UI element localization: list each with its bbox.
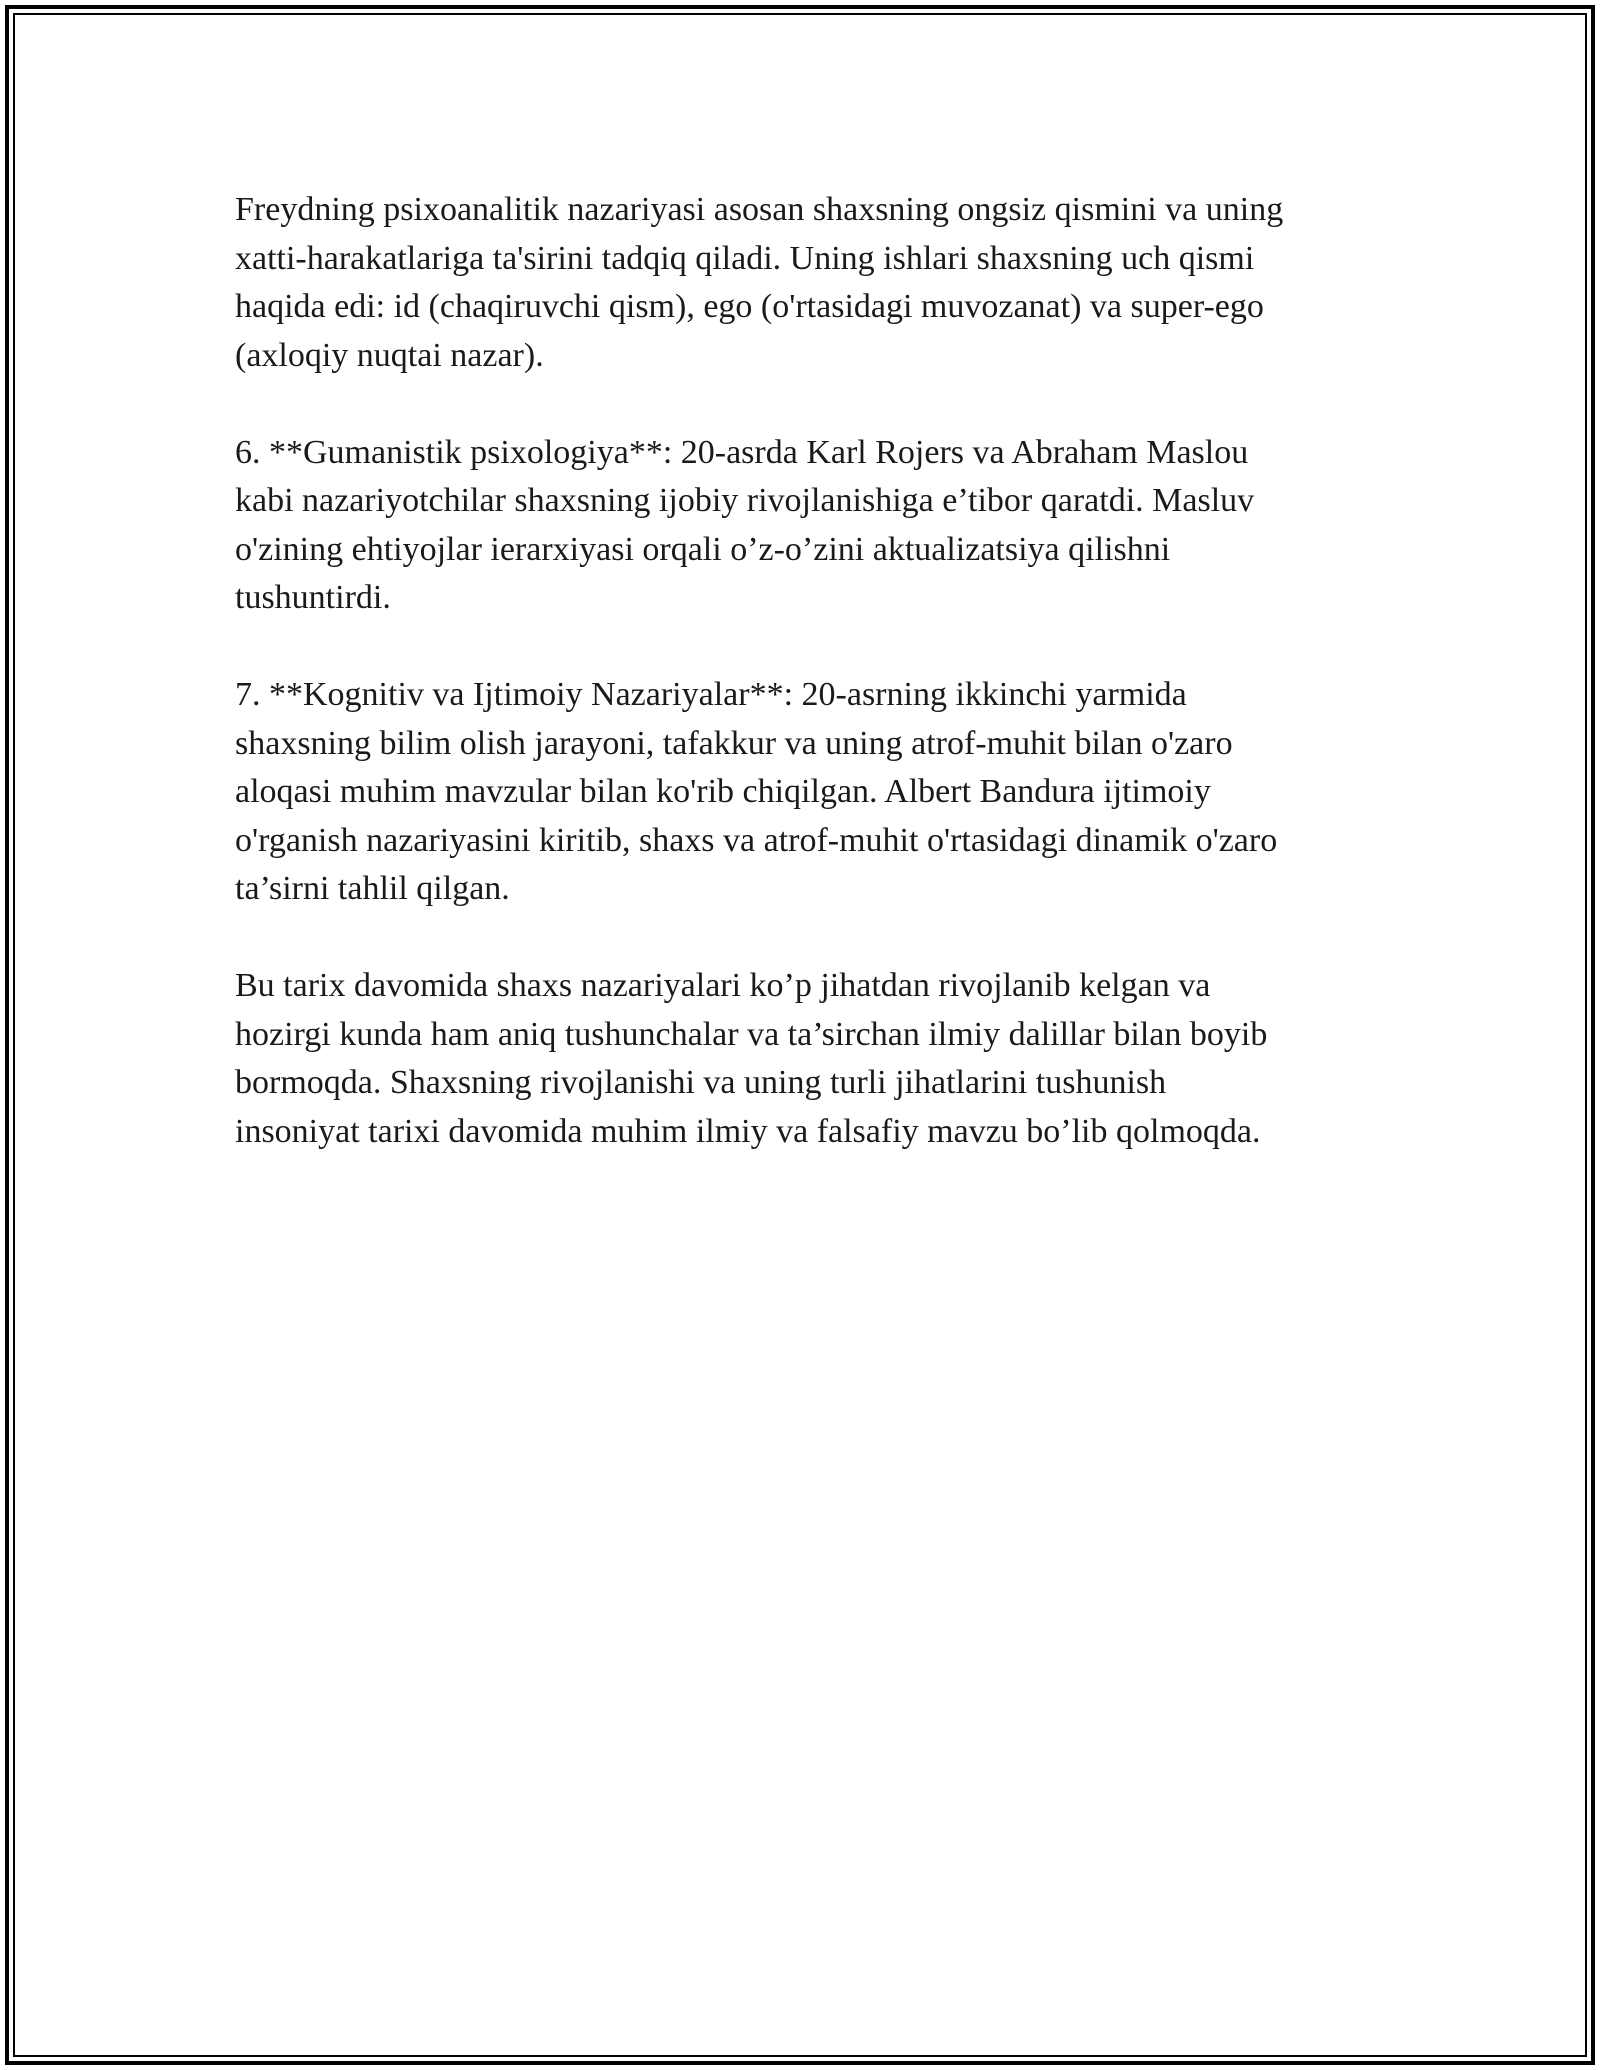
text-line: o'zining ehtiyojlar ierarxiyasi orqali o’z-o’zini aktualizatsiya qilishni: [235, 530, 1171, 568]
text-line: insoniyat tarixi davomida muhim ilmiy va falsafiy mavzu bo’lib qolmoqda.: [235, 1112, 1261, 1150]
text-line: (axloqiy nuqtai nazar).: [235, 336, 544, 374]
paragraph-freud: [235, 186, 1375, 380]
text-line: bormoqda. Shaxsning rivojlanishi va uning turli jihatlarini tushunish: [235, 1064, 1167, 1101]
paragraph-cognitive-social-theories: [235, 671, 1375, 914]
text-line: aloqasi muhim mavzular bilan ko'rib chiqilgan. Albert Bandura ijtimoiy: [235, 773, 1211, 810]
text-line: tushuntirdi.: [235, 579, 391, 616]
document-body: [235, 186, 1375, 1205]
text-line: shaxsning bilim olish jarayoni, tafakkur va uning atrof-muhit bilan o'zaro: [235, 724, 1233, 762]
text-line: haqida edi: id (chaqiruvchi qism), ego (o'rtasidagi muvozanat) va super-ego: [235, 288, 1264, 325]
text-line: Bu tarix davomida shaxs nazariyalari ko’p jihatdan rivojlanib kelgan va: [235, 967, 1211, 1004]
text-line: o'rganish nazariyasini kiritib, shaxs va atrof-muhit o'rtasidagi dinamik o'zaro: [235, 821, 1278, 859]
text-line: hozirgi kunda ham aniq tushunchalar va ta’sirchan ilmiy dalillar bilan boyib: [235, 1015, 1268, 1053]
text-line: xatti-harakatlariga ta'sirini tadqiq qiladi. Uning ishlari shaxsning uch qismi: [235, 239, 1255, 277]
text-line: Freydning psixoanalitik nazariyasi asosan shaxsning ongsiz qismini va uning: [235, 191, 1284, 228]
paragraph-humanistic-psychology: [235, 429, 1375, 623]
text-line: 7. **Kognitiv va Ijtimoiy Nazariyalar**: 20-asrning ikkinchi yarmida: [235, 676, 1187, 713]
paragraph-conclusion: [235, 962, 1375, 1156]
text-line: kabi nazariyotchilar shaxsning ijobiy rivojlanishiga e’tibor qaratdi. Masluv: [235, 482, 1255, 519]
text-line: 6. **Gumanistik psixologiya**: 20-asrda Karl Rojers va Abraham Maslou: [235, 433, 1249, 471]
text-line: ta’sirni tahlil qilgan.: [235, 870, 510, 907]
